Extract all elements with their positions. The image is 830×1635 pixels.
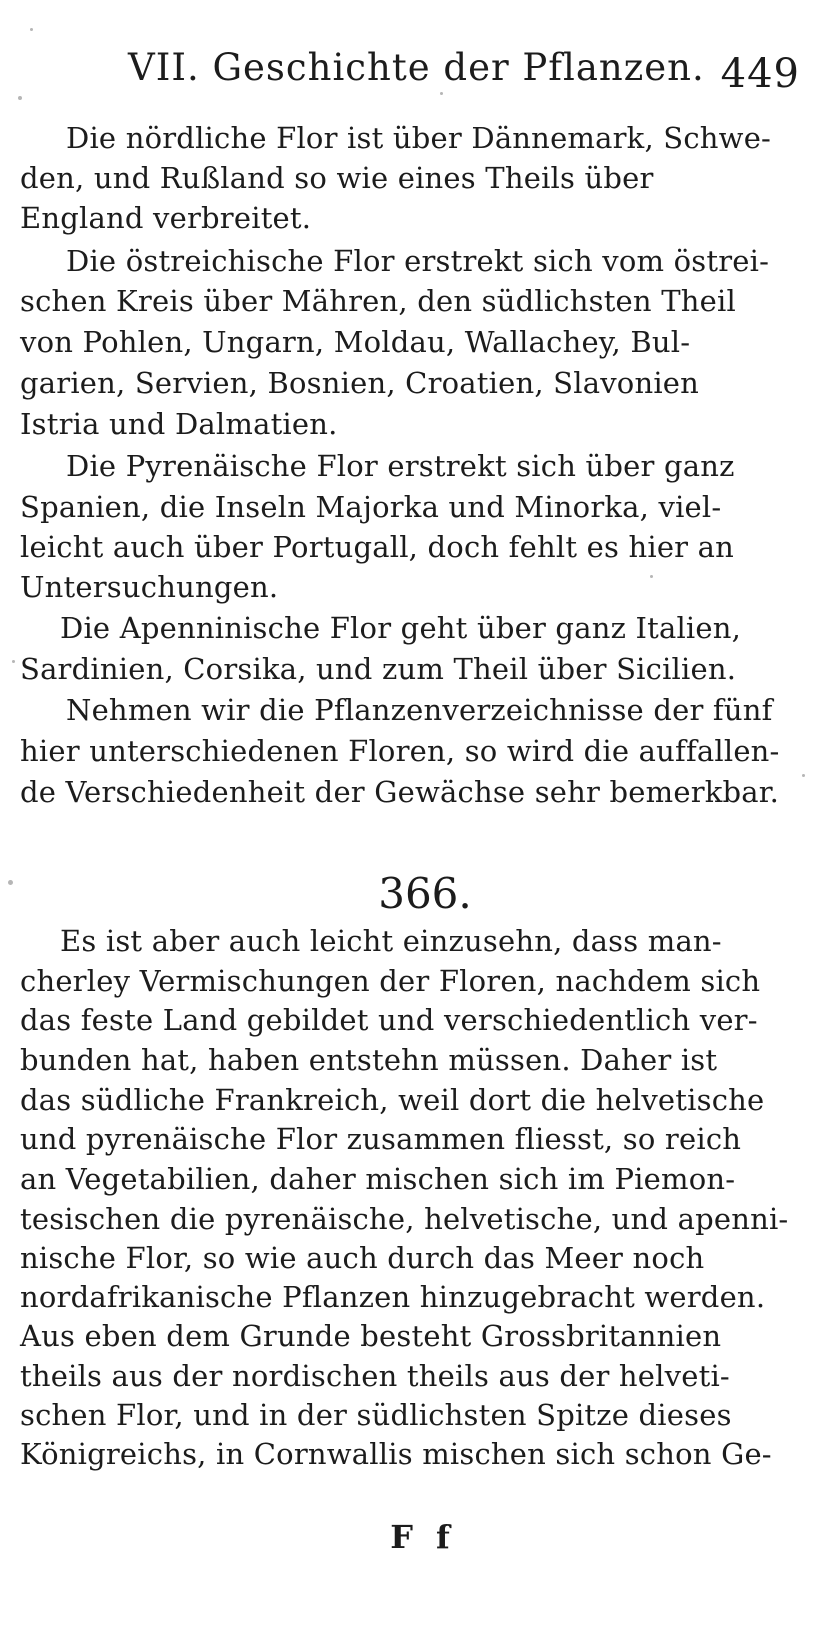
text-line: bunden hat, haben entstehn müssen. Daher ist: [20, 1043, 718, 1077]
text-line: nische Flor, so wie auch durch das Meer noch: [20, 1241, 705, 1275]
scan-speck: [12, 660, 15, 663]
chapter-title: VII. Geschichte der Pflanzen.: [128, 46, 705, 89]
text-line: Es ist aber auch leicht einzusehn, dass man-: [60, 924, 722, 958]
scan-speck: [650, 575, 653, 578]
text-line: Die Apenninische Flor geht über ganz Italien,: [60, 611, 742, 645]
text-line: de Verschiedenheit der Gewächse sehr bemerkbar.: [20, 775, 780, 809]
text-line: Istria und Dalmatien.: [20, 407, 338, 441]
text-line: schen Kreis über Mähren, den südlichsten Theil: [20, 284, 736, 318]
text-line: Untersuchungen.: [20, 570, 279, 604]
scan-speck: [440, 92, 443, 95]
text-line: den, und Rußland so wie eines Theils über: [20, 161, 654, 195]
running-header: [128, 38, 808, 98]
scan-speck: [8, 880, 13, 885]
text-line: nordafrikanische Pflanzen hinzugebracht werden.: [20, 1280, 766, 1314]
scan-speck: [18, 96, 22, 100]
text-line: schen Flor, und in der südlichsten Spitze dieses: [20, 1398, 732, 1432]
text-line: und pyrenäische Flor zusammen fliesst, so reich: [20, 1122, 742, 1156]
text-line: Aus eben dem Grunde besteht Grossbritannien: [20, 1319, 722, 1353]
text-line: cherley Vermischungen der Floren, nachdem sich: [20, 964, 761, 998]
text-line: das südliche Frankreich, weil dort die helvetische: [20, 1083, 765, 1117]
text-line: das feste Land gebildet und verschiedentlich ver-: [20, 1003, 758, 1037]
text-line: theils aus der nordischen theils aus der helveti-: [20, 1359, 730, 1393]
text-line: Sardinien, Corsika, und zum Theil über Sicilien.: [20, 652, 737, 686]
printer-signature-mark: F f: [390, 1518, 456, 1556]
text-line: Nehmen wir die Pflanzenverzeichnisse der fünf: [66, 693, 773, 727]
page-number: 449: [720, 51, 800, 97]
text-line: Die nördliche Flor ist über Dännemark, Schwe-: [66, 121, 772, 155]
text-line: tesischen die pyrenäische, helvetische, und apenni-: [20, 1202, 789, 1236]
text-line: garien, Servien, Bosnien, Croatien, Slavonien: [20, 366, 700, 400]
text-line: England verbreitet.: [20, 201, 312, 235]
text-line: leicht auch über Portugall, doch fehlt es hier an: [20, 530, 735, 564]
scan-speck: [30, 28, 33, 31]
section-number: 366.: [378, 869, 472, 918]
text-line: Spanien, die Inseln Majorka und Minorka, viel-: [20, 490, 722, 524]
text-line: an Vegetabilien, daher mischen sich im Piemon-: [20, 1162, 736, 1196]
scan-speck: [802, 774, 805, 777]
text-line: von Pohlen, Ungarn, Moldau, Wallachey, Bul-: [20, 325, 691, 359]
text-line: hier unterschiedenen Floren, so wird die auffallen-: [20, 734, 780, 768]
text-line: Die östreichische Flor erstrekt sich vom östrei-: [66, 244, 770, 278]
text-line: Königreichs, in Cornwallis mischen sich schon Ge-: [20, 1437, 772, 1471]
text-line: Die Pyrenäische Flor erstrekt sich über ganz: [66, 449, 735, 483]
